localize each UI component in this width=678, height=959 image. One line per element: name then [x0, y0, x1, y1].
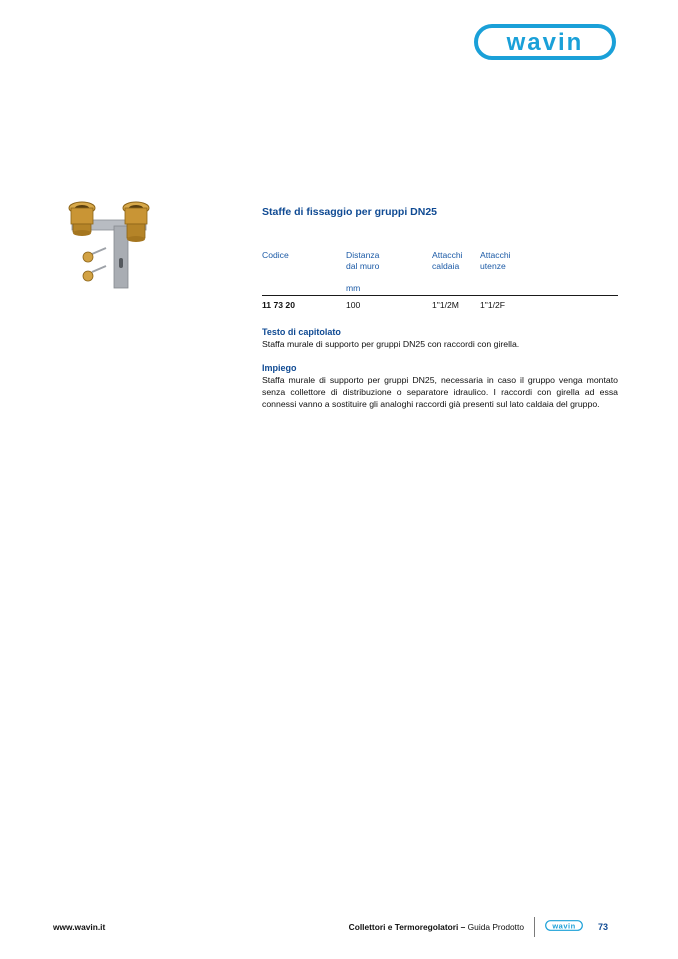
footer-separator [534, 917, 535, 937]
product-image [62, 196, 154, 292]
cell-attacchi-utenze: 1"1/2F [480, 300, 506, 310]
footer-guide-rest: Guida Prodotto [465, 922, 524, 932]
footer-logo-text: wavin [552, 921, 576, 931]
table-header [262, 219, 618, 295]
product-title: Staffe di fissaggio per gruppi DN25 [262, 206, 438, 218]
cell-distanza: 100 [346, 300, 361, 310]
product-content [262, 205, 618, 410]
page-number: 73 [598, 922, 609, 932]
wavin-logo [474, 24, 616, 60]
capitolato-heading: Testo di capitolato [262, 327, 341, 337]
table-row [262, 296, 618, 312]
column-attacchi-utenze: Attacchi utenze [480, 250, 511, 271]
cell-attacchi-caldaia: 1"1/2M [432, 300, 459, 310]
page-footer [0, 920, 678, 940]
footer-wavin-logo [545, 920, 583, 931]
footer-url[interactable]: www.wavin.it [53, 922, 106, 932]
column-attacchi-caldaia: Attacchi caldaia [432, 250, 463, 271]
footer-guide-title [349, 922, 524, 932]
column-distanza-unit: mm [346, 283, 361, 293]
column-codice: Codice [262, 250, 289, 260]
impiego-text: Staffa murale di supporto per gruppi DN25, necessaria in caso il gruppo venga montato senza collettore di distribuzione o separatore idraulico. I raccordi con girella ad essa connessi vanno a sostituire gli analoghi raccordi già presenti sul lato caldaia del gruppo. [262, 375, 618, 409]
wavin-logo-text: wavin [506, 29, 584, 56]
footer-guide-bold: Collettori e Termoregolatori – [348, 922, 466, 932]
capitolato-text: Staffa murale di supporto per gruppi DN25 con raccordi con girella. [262, 339, 520, 349]
impiego-heading: Impiego [262, 363, 297, 373]
column-distanza: Distanza dal muro [346, 250, 380, 271]
cell-codice: 11 73 20 [262, 300, 295, 310]
